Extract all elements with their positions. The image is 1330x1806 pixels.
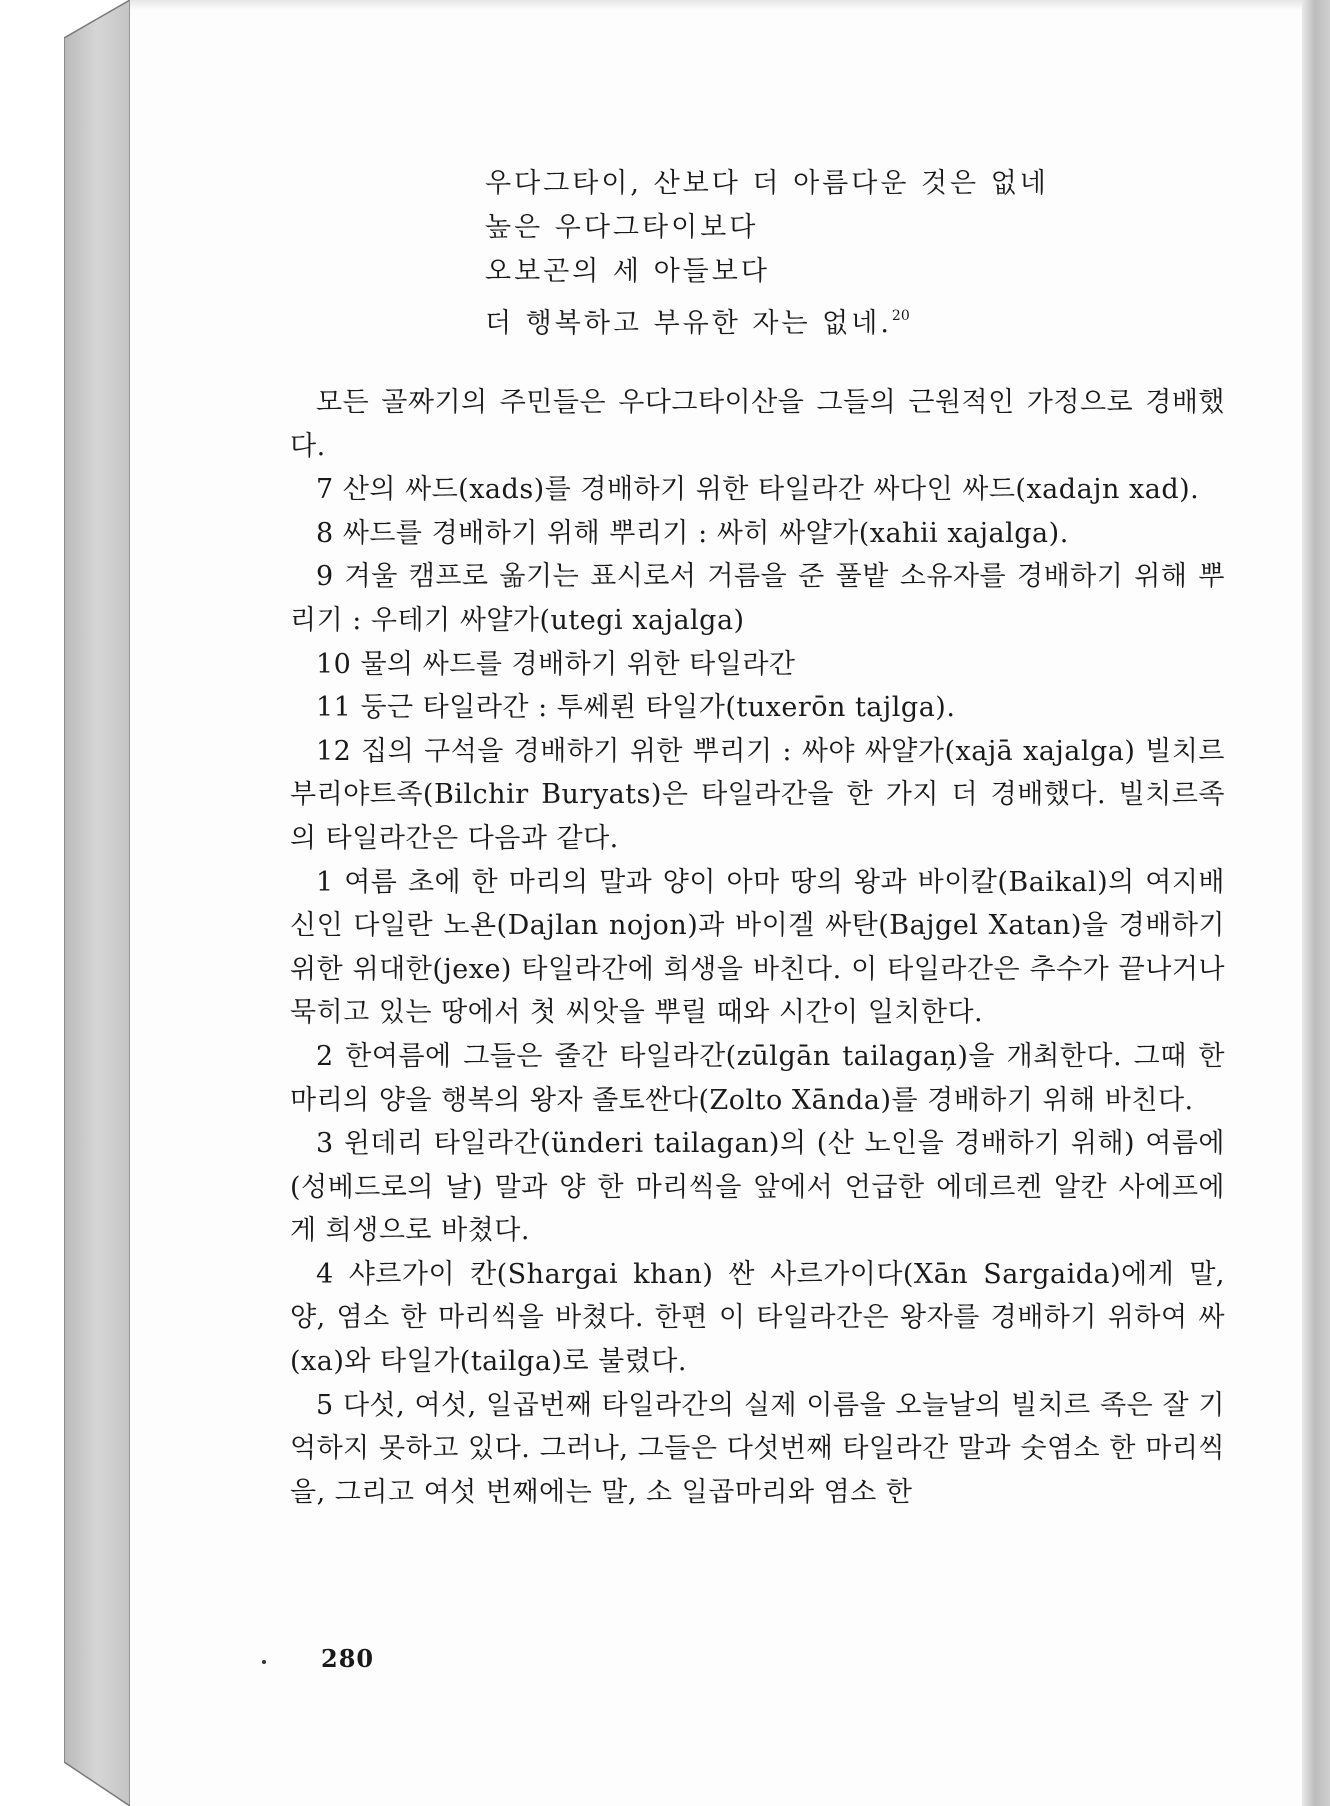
page-number: 280 (321, 1644, 375, 1673)
poem-line: 우다그타이, 산보다 더 아름다운 것은 없네 (485, 168, 1049, 199)
margin-dot (262, 1660, 266, 1664)
paragraph: 1 여름 초에 한 마리의 말과 양이 아마 땅의 왕과 바이칼(Baikal)의 여지배신인 다일란 노욘(Dajlan nojon)과 바이겔 싸탄(Bajgel Xatan)을 경배하기 위한 위대한(jexe) 타일라간에 희생을 바친다. 이 타일라간은 추수가 끝나거나 묵히고 있는 땅에서 첫 씨앗을 뿌릴 때와 시간이 일치한다. (290, 866, 1225, 1029)
poem-line-text: 더 행복하고 부유한 자는 없네. (485, 308, 892, 339)
paragraph: 7 산의 싸드(xads)를 경배하기 위한 타일라간 싸다인 싸드(xadajn xad). (316, 474, 1200, 506)
paragraph: 10 물의 싸드를 경배하기 위한 타일라간 (316, 648, 796, 680)
poem-line: 높은 우다그타이보다 (485, 212, 759, 243)
footnote-marker: 20 (891, 308, 910, 324)
page-top-shadow (130, 0, 1302, 10)
paragraph: 모든 골짜기의 주민들은 우다그타이산을 그들의 근원적인 가정으로 경배했다. (290, 387, 1225, 462)
paragraph: 8 싸드를 경배하기 위해 뿌리기 : 싸히 싸얄가(xahii xajalga). (316, 517, 1069, 549)
poem-block (485, 162, 1125, 346)
paragraph: 11 둥근 타일라간 : 투쎄뢴 타일가(tuxerōn tajlga). (316, 692, 956, 724)
paragraph: 9 겨울 캠프로 옮기는 표시로서 거름을 준 풀밭 소유자를 경배하기 위해 뿌리기 : 우테기 싸얄가(utegi xajalga) (290, 561, 1225, 636)
poem-line: 오보곤의 세 아들보다 (485, 256, 770, 287)
paragraph: 12 집의 구석을 경배하기 위한 뿌리기 : 싸야 싸얄가(xajā xajalga) 빌치르 부리야트족(Bilchir Buryats)은 타일라간을 한 가지 더 경배했다. 빌치르족의 타일라간은 다음과 같다. (290, 735, 1225, 854)
body-text (290, 381, 1225, 1514)
paragraph: 4 샤르가이 칸(Shargai khan) 싼 사르가이다(Xān Sargaida)에게 말, 양, 염소 한 마리씩을 바쳤다. 한편 이 타일라간은 왕자를 경배하기 위하여 싸(xa)와 타일가(tailga)로 불렸다. (290, 1258, 1225, 1378)
page-edge-shadow (1302, 0, 1330, 1806)
paragraph: 5 다섯, 여섯, 일곱번째 타일라간의 실제 이름을 오늘날의 빌치르 족은 잘 기억하지 못하고 있다. 그러나, 그들은 다섯번째 타일라간 말과 숫염소 한 마리씩을, 그리고 여섯 번째에는 말, 소 일곱마리와 염소 한 (290, 1389, 1225, 1508)
paragraph: 2 한여름에 그들은 줄간 타일라간(zūlgān tailagaņ)을 개최한다. 그때 한 마리의 양을 행복의 왕자 졸토싼다(Zolto Xānda)를 경배하기 위해 바친다. (290, 1040, 1225, 1116)
poem-line (485, 294, 1125, 346)
book-spine (64, 0, 132, 1806)
paragraph: 3 윈데리 타일라간(ünderi tailagan)의 (산 노인을 경배하기 위해) 여름에(성베드로의 날) 말과 양 한 마리씩을 앞에서 언급한 에데르켄 알칸 사에프에게 희생으로 바쳤다. (290, 1128, 1225, 1247)
